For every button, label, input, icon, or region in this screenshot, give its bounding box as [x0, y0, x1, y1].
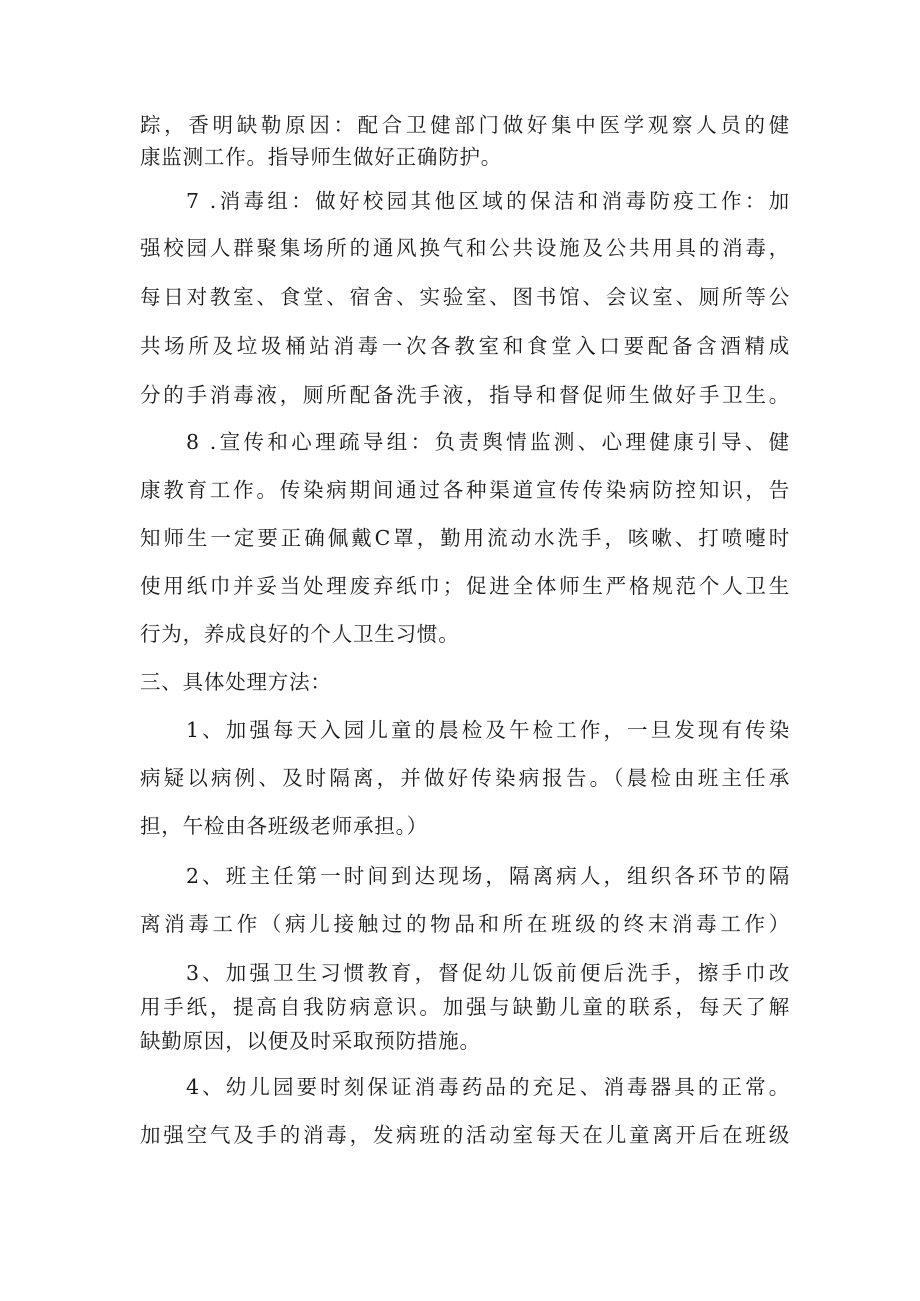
text-line: 加强空气及手的消毒，发病班的活动室每天在儿童离开后在班级	[140, 1123, 790, 1147]
paragraph-7-start: 7 .消毒组：做好校园其他区域的保洁和消毒防疫工作：加	[186, 189, 790, 213]
item-1-start: 1、加强每天入园儿童的晨检及午检工作，一旦发现有传染	[186, 718, 790, 742]
text-line: 强校园人群聚集场所的通风换气和公共设施及公共用具的消毒，	[140, 236, 790, 260]
text-line: 共场所及垃圾桶站消毒一次各教室和食堂入口要配备含酒精成	[140, 334, 790, 358]
text-line: 行为，养成良好的个人卫生习惯。	[140, 622, 460, 646]
item-4-start: 4、幼儿园要时刻保证消毒药品的充足、消毒器具的正常。	[186, 1075, 790, 1099]
text-line: 离消毒工作（病儿接触过的物品和所在班级的终末消毒工作）	[140, 912, 790, 936]
text-line: 用手纸，提高自我防病意识。加强与缺勤儿童的联系，每天了解	[140, 995, 790, 1019]
text-line: 使用纸巾并妥当处理废弃纸巾；促进全体师生严格规范个人卫生	[140, 574, 790, 598]
section-heading: 三、具体处理方法：	[140, 670, 332, 694]
text-line: 缺勤原因，以便及时采取预防措施。	[140, 1029, 481, 1053]
paragraph-8-start: 8 .宣传和心理疏导组：负责舆情监测、心理健康引导、健	[186, 430, 790, 454]
text-line: 担，午检由各班级老师承担。）	[140, 814, 428, 838]
item-2-start: 2、班主任第一时间到达现场，隔离病人，组织各环节的隔	[186, 864, 790, 888]
text-line: 康监测工作。指导师生做好正确防护。	[140, 145, 503, 169]
text-line: 每日对教室、食堂、宿舍、实验室、图书馆、会议室、厕所等公	[140, 285, 790, 309]
text-line: 知师生一定要正确佩戴C罩，勤用流动水洗手，咳嗽、打喷嚏时	[140, 526, 790, 550]
text-line: 康教育工作。传染病期间通过各种渠道宣传传染病防控知识，告	[140, 478, 790, 502]
text-line: 病疑以病例、及时隔离，并做好传染病报告。（晨检由班主任承	[140, 766, 790, 790]
item-3-start: 3、加强卫生习惯教育，督促幼儿饭前便后洗手，擦手巾改	[186, 961, 790, 985]
text-line: 分的手消毒液，厕所配备洗手液，指导和督促师生做好手卫生。	[140, 383, 790, 407]
text-line: 踪，香明缺勒原因：配合卫健部门做好集中医学观察人员的健	[140, 113, 790, 137]
